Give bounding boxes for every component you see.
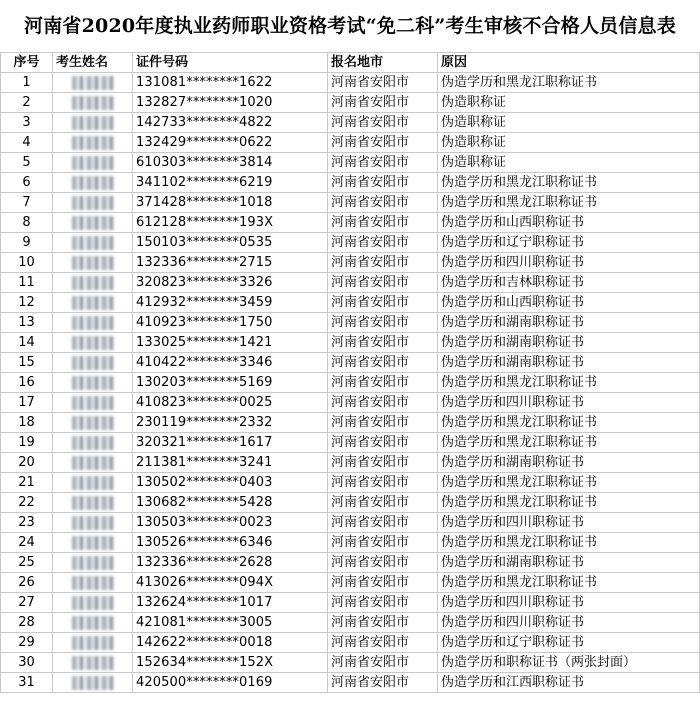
row-reason: 伪造学历和黑龙江职称证书	[438, 73, 700, 93]
row-id-number: 130682********5428	[133, 493, 328, 513]
table-row	[1, 333, 700, 353]
table-row	[1, 313, 700, 333]
row-seq: 23	[1, 513, 53, 533]
row-place: 河南省安阳市	[328, 413, 438, 433]
row-reason: 伪造学历和黑龙江职称证书	[438, 493, 700, 513]
row-id-number: 410923********1750	[133, 313, 328, 333]
header-seq: 序号	[1, 53, 53, 73]
row-place: 河南省安阳市	[328, 653, 438, 673]
row-seq: 17	[1, 393, 53, 413]
row-name-redacted	[53, 253, 133, 273]
table-row	[1, 293, 700, 313]
redacted-name-blur	[72, 236, 114, 250]
row-seq: 28	[1, 613, 53, 633]
table-row	[1, 193, 700, 213]
row-place: 河南省安阳市	[328, 353, 438, 373]
redacted-name-blur	[72, 76, 114, 90]
row-seq: 8	[1, 213, 53, 233]
row-place: 河南省安阳市	[328, 593, 438, 613]
info-table	[0, 52, 700, 693]
table-row	[1, 573, 700, 593]
redacted-name-blur	[72, 316, 114, 330]
row-seq: 4	[1, 133, 53, 153]
header-place: 报名地市	[328, 53, 438, 73]
table-row	[1, 493, 700, 513]
row-seq: 16	[1, 373, 53, 393]
row-name-redacted	[53, 373, 133, 393]
table-row	[1, 93, 700, 113]
row-name-redacted	[53, 393, 133, 413]
row-id-number: 132827********1020	[133, 93, 328, 113]
row-seq: 21	[1, 473, 53, 493]
row-reason: 伪造职称证	[438, 93, 700, 113]
row-seq: 11	[1, 273, 53, 293]
row-id-number: 410422********3346	[133, 353, 328, 373]
row-name-redacted	[53, 213, 133, 233]
row-name-redacted	[53, 653, 133, 673]
row-seq: 30	[1, 653, 53, 673]
row-seq: 19	[1, 433, 53, 453]
header-id: 证件号码	[133, 53, 328, 73]
redacted-name-blur	[72, 276, 114, 290]
row-reason: 伪造学历和黑龙江职称证书	[438, 533, 700, 553]
row-reason: 伪造学历和四川职称证书	[438, 513, 700, 533]
row-place: 河南省安阳市	[328, 233, 438, 253]
row-name-redacted	[53, 293, 133, 313]
redacted-name-blur	[72, 396, 114, 410]
table-row	[1, 473, 700, 493]
row-seq: 10	[1, 253, 53, 273]
row-place: 河南省安阳市	[328, 513, 438, 533]
redacted-name-blur	[72, 496, 114, 510]
row-place: 河南省安阳市	[328, 93, 438, 113]
redacted-name-blur	[72, 616, 114, 630]
row-id-number: 132336********2628	[133, 553, 328, 573]
table-row	[1, 133, 700, 153]
row-place: 河南省安阳市	[328, 573, 438, 593]
row-seq: 18	[1, 413, 53, 433]
header-reason: 原因	[438, 53, 700, 73]
table-body	[1, 73, 700, 693]
row-name-redacted	[53, 133, 133, 153]
row-id-number: 371428********1018	[133, 193, 328, 213]
row-place: 河南省安阳市	[328, 373, 438, 393]
row-name-redacted	[53, 513, 133, 533]
row-id-number: 142733********4822	[133, 113, 328, 133]
row-place: 河南省安阳市	[328, 673, 438, 693]
row-name-redacted	[53, 453, 133, 473]
redacted-name-blur	[72, 156, 114, 170]
table-row	[1, 593, 700, 613]
row-reason: 伪造学历和黑龙江职称证书	[438, 433, 700, 453]
table-row	[1, 513, 700, 533]
row-seq: 24	[1, 533, 53, 553]
redacted-name-blur	[72, 636, 114, 650]
row-seq: 1	[1, 73, 53, 93]
row-id-number: 612128********193X	[133, 213, 328, 233]
row-seq: 31	[1, 673, 53, 693]
row-name-redacted	[53, 553, 133, 573]
row-name-redacted	[53, 273, 133, 293]
row-reason: 伪造学历和湖南职称证书	[438, 333, 700, 353]
row-reason: 伪造学历和辽宁职称证书	[438, 233, 700, 253]
row-id-number: 410823********0025	[133, 393, 328, 413]
redacted-name-blur	[72, 336, 114, 350]
row-reason: 伪造职称证	[438, 113, 700, 133]
row-id-number: 132336********2715	[133, 253, 328, 273]
row-name-redacted	[53, 93, 133, 113]
redacted-name-blur	[72, 96, 114, 110]
row-place: 河南省安阳市	[328, 433, 438, 453]
row-name-redacted	[53, 473, 133, 493]
row-place: 河南省安阳市	[328, 73, 438, 93]
redacted-name-blur	[72, 256, 114, 270]
row-place: 河南省安阳市	[328, 153, 438, 173]
row-reason: 伪造学历和黑龙江职称证书	[438, 193, 700, 213]
row-id-number: 412932********3459	[133, 293, 328, 313]
row-seq: 27	[1, 593, 53, 613]
row-id-number: 230119********2332	[133, 413, 328, 433]
row-reason: 伪造学历和黑龙江职称证书	[438, 373, 700, 393]
row-seq: 9	[1, 233, 53, 253]
table-row	[1, 73, 700, 93]
row-reason: 伪造学历和黑龙江职称证书	[438, 413, 700, 433]
row-place: 河南省安阳市	[328, 553, 438, 573]
row-reason: 伪造学历和四川职称证书	[438, 253, 700, 273]
row-seq: 15	[1, 353, 53, 373]
row-name-redacted	[53, 353, 133, 373]
row-name-redacted	[53, 193, 133, 213]
redacted-name-blur	[72, 556, 114, 570]
row-name-redacted	[53, 113, 133, 133]
row-id-number: 320321********1617	[133, 433, 328, 453]
table-row	[1, 173, 700, 193]
row-place: 河南省安阳市	[328, 273, 438, 293]
row-name-redacted	[53, 673, 133, 693]
row-seq: 26	[1, 573, 53, 593]
row-reason: 伪造职称证	[438, 153, 700, 173]
row-id-number: 421081********3005	[133, 613, 328, 633]
row-seq: 20	[1, 453, 53, 473]
table-row	[1, 613, 700, 633]
redacted-name-blur	[72, 116, 114, 130]
row-place: 河南省安阳市	[328, 333, 438, 353]
table-row	[1, 273, 700, 293]
redacted-name-blur	[72, 136, 114, 150]
row-seq: 14	[1, 333, 53, 353]
redacted-name-blur	[72, 516, 114, 530]
table-row	[1, 393, 700, 413]
row-name-redacted	[53, 73, 133, 93]
header-row	[1, 53, 700, 73]
row-place: 河南省安阳市	[328, 173, 438, 193]
row-name-redacted	[53, 173, 133, 193]
row-reason: 伪造学历和湖南职称证书	[438, 353, 700, 373]
row-seq: 2	[1, 93, 53, 113]
redacted-name-blur	[72, 676, 114, 690]
row-reason: 伪造学历和山西职称证书	[438, 213, 700, 233]
row-name-redacted	[53, 433, 133, 453]
table-row	[1, 153, 700, 173]
row-reason: 伪造学历和吉林职称证书	[438, 273, 700, 293]
row-name-redacted	[53, 153, 133, 173]
table-row	[1, 373, 700, 393]
row-place: 河南省安阳市	[328, 613, 438, 633]
row-reason: 伪造学历和四川职称证书	[438, 613, 700, 633]
row-place: 河南省安阳市	[328, 633, 438, 653]
row-seq: 7	[1, 193, 53, 213]
redacted-name-blur	[72, 596, 114, 610]
row-id-number: 130203********5169	[133, 373, 328, 393]
row-name-redacted	[53, 313, 133, 333]
row-id-number: 131081********1622	[133, 73, 328, 93]
redacted-name-blur	[72, 456, 114, 470]
row-seq: 6	[1, 173, 53, 193]
row-place: 河南省安阳市	[328, 453, 438, 473]
row-seq: 3	[1, 113, 53, 133]
table-row	[1, 413, 700, 433]
redacted-name-blur	[72, 476, 114, 490]
table-row	[1, 213, 700, 233]
row-reason: 伪造学历和江西职称证书	[438, 673, 700, 693]
row-reason: 伪造学历和辽宁职称证书	[438, 633, 700, 653]
row-place: 河南省安阳市	[328, 213, 438, 233]
header-name: 考生姓名	[53, 53, 133, 73]
row-place: 河南省安阳市	[328, 533, 438, 553]
row-id-number: 320823********3326	[133, 273, 328, 293]
row-name-redacted	[53, 333, 133, 353]
redacted-name-blur	[72, 536, 114, 550]
table-row	[1, 533, 700, 553]
redacted-name-blur	[72, 356, 114, 370]
row-place: 河南省安阳市	[328, 473, 438, 493]
row-id-number: 341102********6219	[133, 173, 328, 193]
row-name-redacted	[53, 413, 133, 433]
row-reason: 伪造学历和黑龙江职称证书	[438, 173, 700, 193]
row-name-redacted	[53, 573, 133, 593]
row-name-redacted	[53, 233, 133, 253]
row-reason: 伪造学历和山西职称证书	[438, 293, 700, 313]
redacted-name-blur	[72, 656, 114, 670]
row-reason: 伪造职称证	[438, 133, 700, 153]
redacted-name-blur	[72, 436, 114, 450]
row-id-number: 420500********0169	[133, 673, 328, 693]
row-reason: 伪造学历和黑龙江职称证书	[438, 573, 700, 593]
row-id-number: 413026********094X	[133, 573, 328, 593]
row-reason: 伪造学历和湖南职称证书	[438, 453, 700, 473]
row-place: 河南省安阳市	[328, 493, 438, 513]
table-row	[1, 433, 700, 453]
row-id-number: 610303********3814	[133, 153, 328, 173]
row-name-redacted	[53, 613, 133, 633]
table-row	[1, 113, 700, 133]
row-place: 河南省安阳市	[328, 393, 438, 413]
row-seq: 13	[1, 313, 53, 333]
row-seq: 22	[1, 493, 53, 513]
row-id-number: 130526********6346	[133, 533, 328, 553]
row-place: 河南省安阳市	[328, 113, 438, 133]
redacted-name-blur	[72, 296, 114, 310]
row-name-redacted	[53, 493, 133, 513]
redacted-name-blur	[72, 576, 114, 590]
row-place: 河南省安阳市	[328, 293, 438, 313]
row-reason: 伪造学历和黑龙江职称证书	[438, 473, 700, 493]
row-id-number: 130502********0403	[133, 473, 328, 493]
row-reason: 伪造学历和四川职称证书	[438, 593, 700, 613]
redacted-name-blur	[72, 196, 114, 210]
table-row	[1, 653, 700, 673]
row-name-redacted	[53, 533, 133, 553]
row-id-number: 133025********1421	[133, 333, 328, 353]
row-seq: 12	[1, 293, 53, 313]
row-reason: 伪造学历和职称证书（两张封面）	[438, 653, 700, 673]
row-id-number: 211381********3241	[133, 453, 328, 473]
redacted-name-blur	[72, 376, 114, 390]
row-seq: 29	[1, 633, 53, 653]
row-place: 河南省安阳市	[328, 193, 438, 213]
row-place: 河南省安阳市	[328, 133, 438, 153]
page-title: 河南省2020年度执业药师职业资格考试“免二科”考生审核不合格人员信息表	[24, 15, 676, 37]
redacted-name-blur	[72, 176, 114, 190]
row-id-number: 132429********0622	[133, 133, 328, 153]
row-reason: 伪造学历和湖南职称证书	[438, 313, 700, 333]
row-id-number: 152634********152X	[133, 653, 328, 673]
row-id-number: 132624********1017	[133, 593, 328, 613]
row-place: 河南省安阳市	[328, 253, 438, 273]
redacted-name-blur	[72, 216, 114, 230]
table-row	[1, 233, 700, 253]
table-row	[1, 453, 700, 473]
row-reason: 伪造学历和湖南职称证书	[438, 553, 700, 573]
table-row	[1, 673, 700, 693]
row-reason: 伪造学历和四川职称证书	[438, 393, 700, 413]
row-id-number: 142622********0018	[133, 633, 328, 653]
row-name-redacted	[53, 633, 133, 653]
row-place: 河南省安阳市	[328, 313, 438, 333]
table-row	[1, 353, 700, 373]
table-row	[1, 253, 700, 273]
redacted-name-blur	[72, 416, 114, 430]
table-row	[1, 553, 700, 573]
row-seq: 5	[1, 153, 53, 173]
table-row	[1, 633, 700, 653]
row-id-number: 130503********0023	[133, 513, 328, 533]
row-name-redacted	[53, 593, 133, 613]
row-id-number: 150103********0535	[133, 233, 328, 253]
row-seq: 25	[1, 553, 53, 573]
